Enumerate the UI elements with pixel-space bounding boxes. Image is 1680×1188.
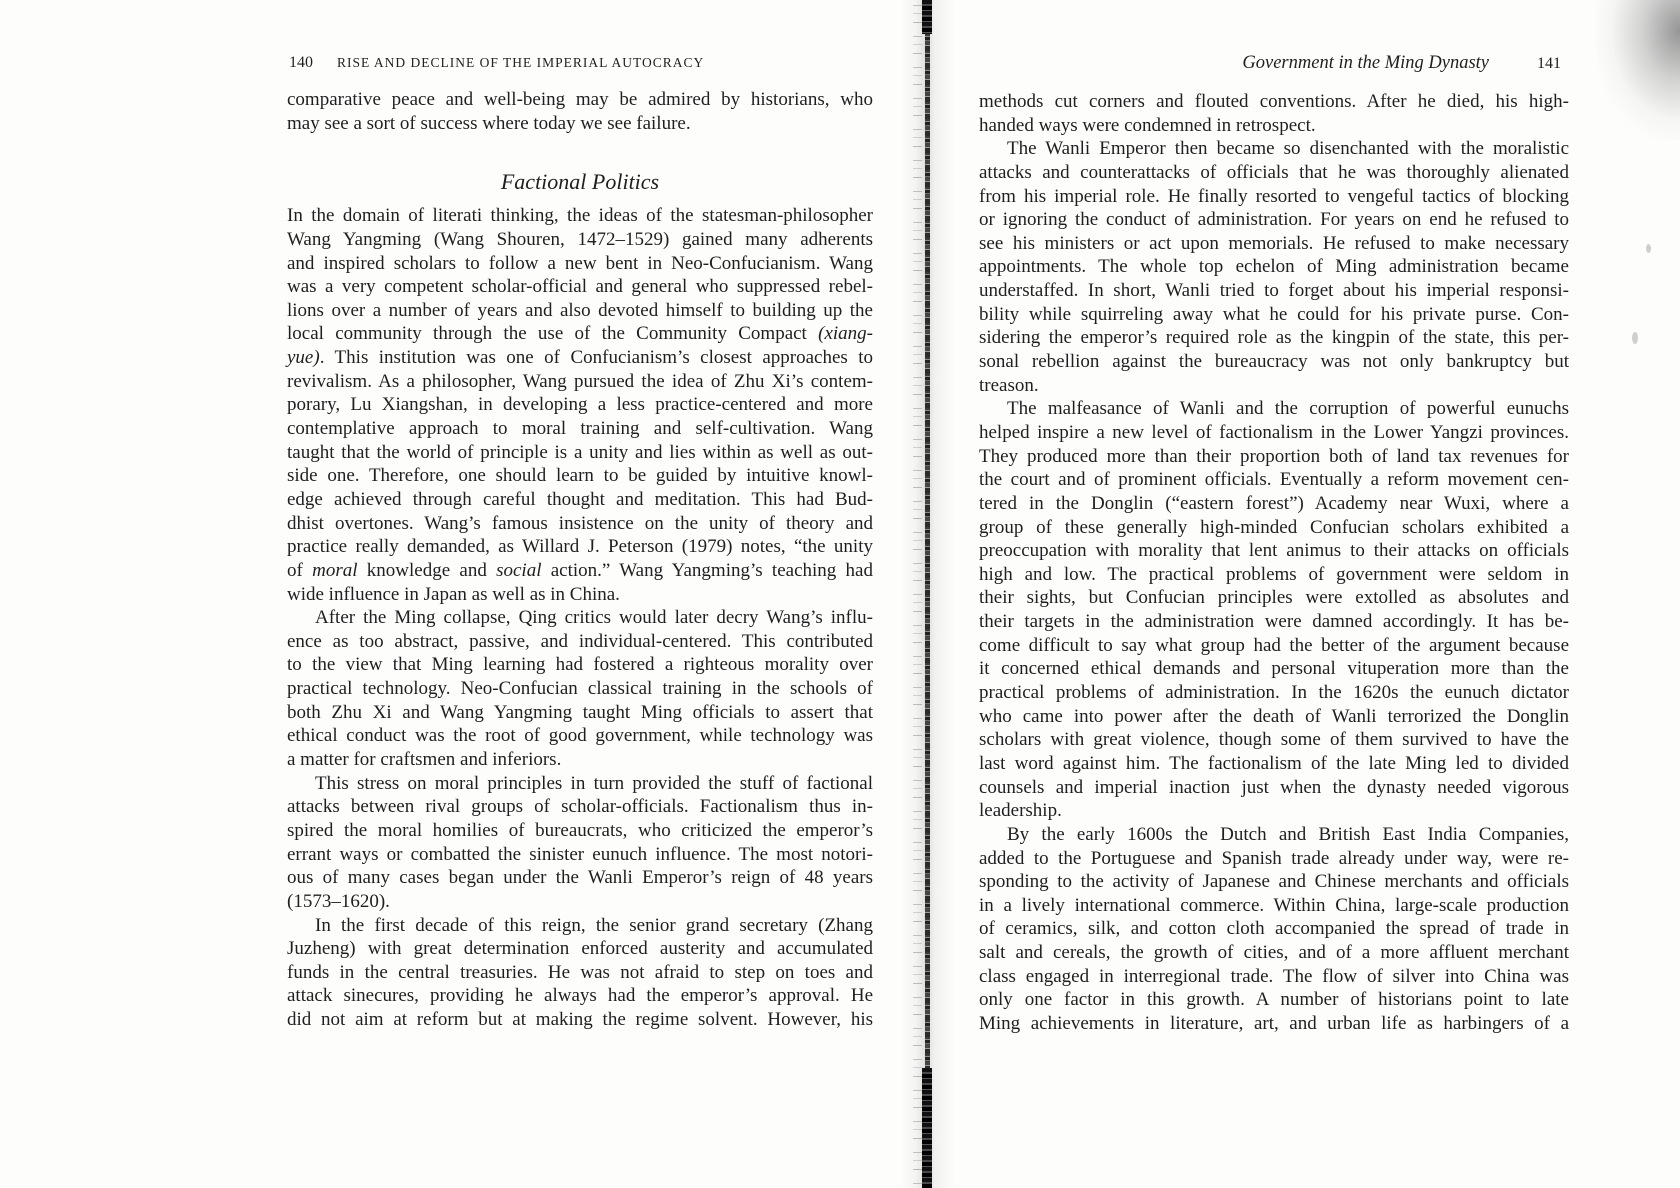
page-body [979,137,1569,1035]
text-line: dhist overtones. Wang’s famous insistence on the unity of theory and [287,512,873,534]
italic-text-run: moral [312,559,358,581]
text-line: and inspired scholars to follow a new bent in Neo-Confucianism. Wang [287,252,873,274]
text-line: After the Ming collapse, Qing critics would later decry Wang’s influ- [315,607,873,629]
text-line: salt and cereals, the growth of cities, and of a more affluent merchant [979,942,1569,964]
text-line: spired the moral homilies of bureaucrats, who criticized the emperor’s [287,819,873,841]
section-body [287,204,873,1031]
text-line: Ming achievements in literature, art, and urban life as harbingers of a [979,1012,1569,1034]
text-line: to the view that Ming learning had fostered a righteous morality over [287,654,873,676]
text-line: see his ministers or act upon memorials. He refused to make necessary [979,232,1569,254]
text-line: counsels and imperial inaction just when the dynasty needed vigorous [979,776,1569,798]
paragraph [287,914,873,1032]
text-line: Wang Yangming (Wang Shouren, 1472–1529) gained many adherents [287,228,873,250]
text-line: added to the Portuguese and Spanish trade already under way, were re- [979,847,1569,869]
italic-text-run: social [496,559,542,581]
text-line: attack sinecures, providing he always had the emperor’s approval. He [287,985,873,1007]
text-line: attacks between rival groups of scholar-officials. Factionalism thus in- [287,796,873,818]
text-line: of ceramics, silk, and cotton cloth accompanied the spread of trade in [979,918,1569,940]
paragraph [287,772,873,914]
text-run: local community through the use of the Community Compact [287,323,819,345]
paragraph [979,823,1569,1036]
text-run: . This institution was one of Confucianism’s closest approaches to [319,347,873,369]
text-column [287,88,873,1032]
text-line: funds in the central treasuries. He was not afraid to step on toes and [287,961,873,983]
text-line: class engaged in interregional trade. The flow of silver into China was [979,965,1569,987]
text-line: ethical conduct was the root of good government, while technology was [287,725,873,747]
text-line: wide influence in Japan as well as in China. [287,583,620,605]
opening-paragraph [287,88,873,135]
scan-speck [1646,244,1651,253]
text-line: group of these generally high-minded Confucian scholars exhibited a [979,516,1569,538]
text-line: The malfeasance of Wanli and the corruption of powerful eunuchs [1007,398,1569,420]
text-line: was a very competent scholar-official and general who suppressed rebel- [287,276,873,298]
text-line: only one factor in this growth. A number of historians point to late [979,989,1569,1011]
text-line: sonal rebellion against the bureaucracy was not only bankruptcy but [979,351,1569,373]
italic-text-run: yue) [287,347,320,369]
book-gutter-shadow [900,0,956,1188]
running-head [1242,51,1561,75]
text-line: helped inspire a new level of factionalism in the Lower Yangzi provinces. [979,421,1569,443]
text-line: it concerned ethical demands and personal vituperation more than the [979,658,1569,680]
text-line: contemplative approach to moral training and self-cultivation. Wang [287,418,873,440]
text-column [979,90,1569,1036]
text-line: methods cut corners and flouted conventions. After he died, his high- [979,91,1569,112]
text-line: high and low. The practical problems of government were seldom in [979,563,1569,585]
text-line: revivalism. As a philosopher, Wang pursued the idea of Zhu Xi’s contem- [287,370,873,392]
text-line [287,322,873,346]
text-line: the court and of prominent officials. Eventually a reform movement cen- [979,469,1569,491]
text-line: their targets in the administration were damned accordingly. It has be- [979,611,1569,633]
text-line: In the first decade of this reign, the senior grand secretary (Zhang [315,914,873,936]
text-line: This stress on moral principles in turn provided the stuff of factional [315,772,873,794]
text-line: understaffed. In short, Wanli tried to forget about his imperial responsi- [979,280,1569,302]
text-line: errant ways or combatted the sinister eunuch influence. The most notori- [287,843,873,865]
paragraph [979,137,1569,397]
text-line: handed ways were condemned in retrospect. [979,114,1316,136]
paragraph [979,397,1569,823]
text-line: last word against him. The factionalism of the late Ming led to divided [979,752,1569,774]
text-line: appointments. The whole top echelon of Ming administration became [979,256,1569,278]
running-head-title: RISE AND DECLINE OF THE IMPERIAL AUTOCRACY [337,55,705,70]
text-line [287,346,873,370]
text-line: ence as too abstract, passive, and individual-centered. This contributed [287,630,873,652]
text-line: or ignoring the conduct of administration. For years on end he refused to [979,209,1569,231]
corner-scan-shadow [1596,0,1680,140]
text-line: Juzheng) with great determination enforced austerity and accumulated [287,938,873,960]
scan-speck [1632,332,1638,344]
text-line: porary, Lu Xiangshan, in developing a less practice-centered and more [287,394,873,416]
text-line: taught that the world of principle is a unity and lies within as well as out- [287,441,873,463]
text-line: practical technology. Neo-Confucian classical training in the schools of [287,678,873,700]
text-line: bility while squirreling away what he could for his private purse. Con- [979,303,1569,325]
text-line: In the domain of literati thinking, the ideas of the statesman-philosopher [287,205,873,227]
gutter-dark-top [922,0,932,34]
section-heading: Factional Politics [500,169,660,195]
text-line: tered in the Donglin (“eastern forest”) Academy near Wuxi, where a [979,492,1569,514]
text-line: The Wanli Emperor then became so disenchanted with the moralistic [1007,138,1569,160]
text-line: leadership. [979,800,1062,822]
running-head-title: Government in the Ming Dynasty [1242,53,1489,73]
paragraph [979,90,1569,137]
text-line: sponding to the activity of Japanese and Chinese merchants and officials [979,871,1569,893]
paragraph [287,204,873,606]
text-line: ous of many cases began under the Wanli Emperor’s reign of 48 years [287,867,873,889]
text-line: comparative peace and well-being may be admired by historians, who [287,89,873,110]
text-line: scholars with great violence, though some of them survived to have the [979,729,1569,751]
text-line: come difficult to say what group had the better of the argument because [979,634,1569,656]
gutter-dark-bottom [922,1068,932,1188]
paragraph [287,88,873,135]
text-line: from his imperial role. He finally resorted to vengeful tactics of blocking [979,185,1569,207]
paragraph [287,606,873,771]
text-line: They produced more than their proportion both of land tax revenues for [979,445,1569,467]
running-head [289,51,704,75]
text-run: knowledge and [357,559,497,581]
italic-text-run: (xiang- [818,323,873,345]
text-line: both Zhu Xi and Wang Yangming taught Ming officials to assert that [287,701,873,723]
text-line: did not aim at reform but at making the regime solvent. However, his [287,1009,873,1031]
page-number: 140 [289,54,313,71]
text-line: practical problems of administration. In the 1620s the eunuch dictator [979,682,1569,704]
text-line [287,559,873,583]
text-line: treason. [979,374,1039,396]
text-line: in a lively international commerce. Within China, large-scale production [979,894,1569,916]
text-line: sidering the emperor’s required role as the kingpin of the state, this per- [979,327,1569,349]
text-run: action.” Wang Yangming’s teaching had [541,559,873,581]
gutter-spine-line [925,0,930,1188]
text-line: By the early 1600s the Dutch and British East India Companies, [1007,823,1569,845]
text-line: may see a sort of success where today we see failure. [287,112,691,134]
page-number: 141 [1537,55,1561,72]
text-line: edge achieved through careful thought and meditation. This had Bud- [287,488,873,510]
text-line: preoccupation with morality that lent animus to their attacks on officials [979,540,1569,562]
text-line: a matter for craftsmen and inferiors. [287,749,562,771]
text-run: of [287,559,313,581]
text-line: side one. Therefore, one should learn to be guided by intuitive knowl- [287,465,873,487]
text-line: practice really demanded, as Willard J. Peterson (1979) notes, “the unity [287,536,873,558]
text-line: their sights, but Confucian principles were extolled as absolutes and [979,587,1569,609]
text-line: who came into power after the death of Wanli terrorized the Donglin [979,705,1569,727]
text-line: attacks and counterattacks of officials that he was thoroughly alienated [979,161,1569,183]
gutter-speckle [913,0,922,1188]
text-line: lions over a number of years and also devoted himself to building up the [287,299,873,321]
opening-paragraph [979,90,1569,137]
text-line: (1573–1620). [287,890,390,912]
